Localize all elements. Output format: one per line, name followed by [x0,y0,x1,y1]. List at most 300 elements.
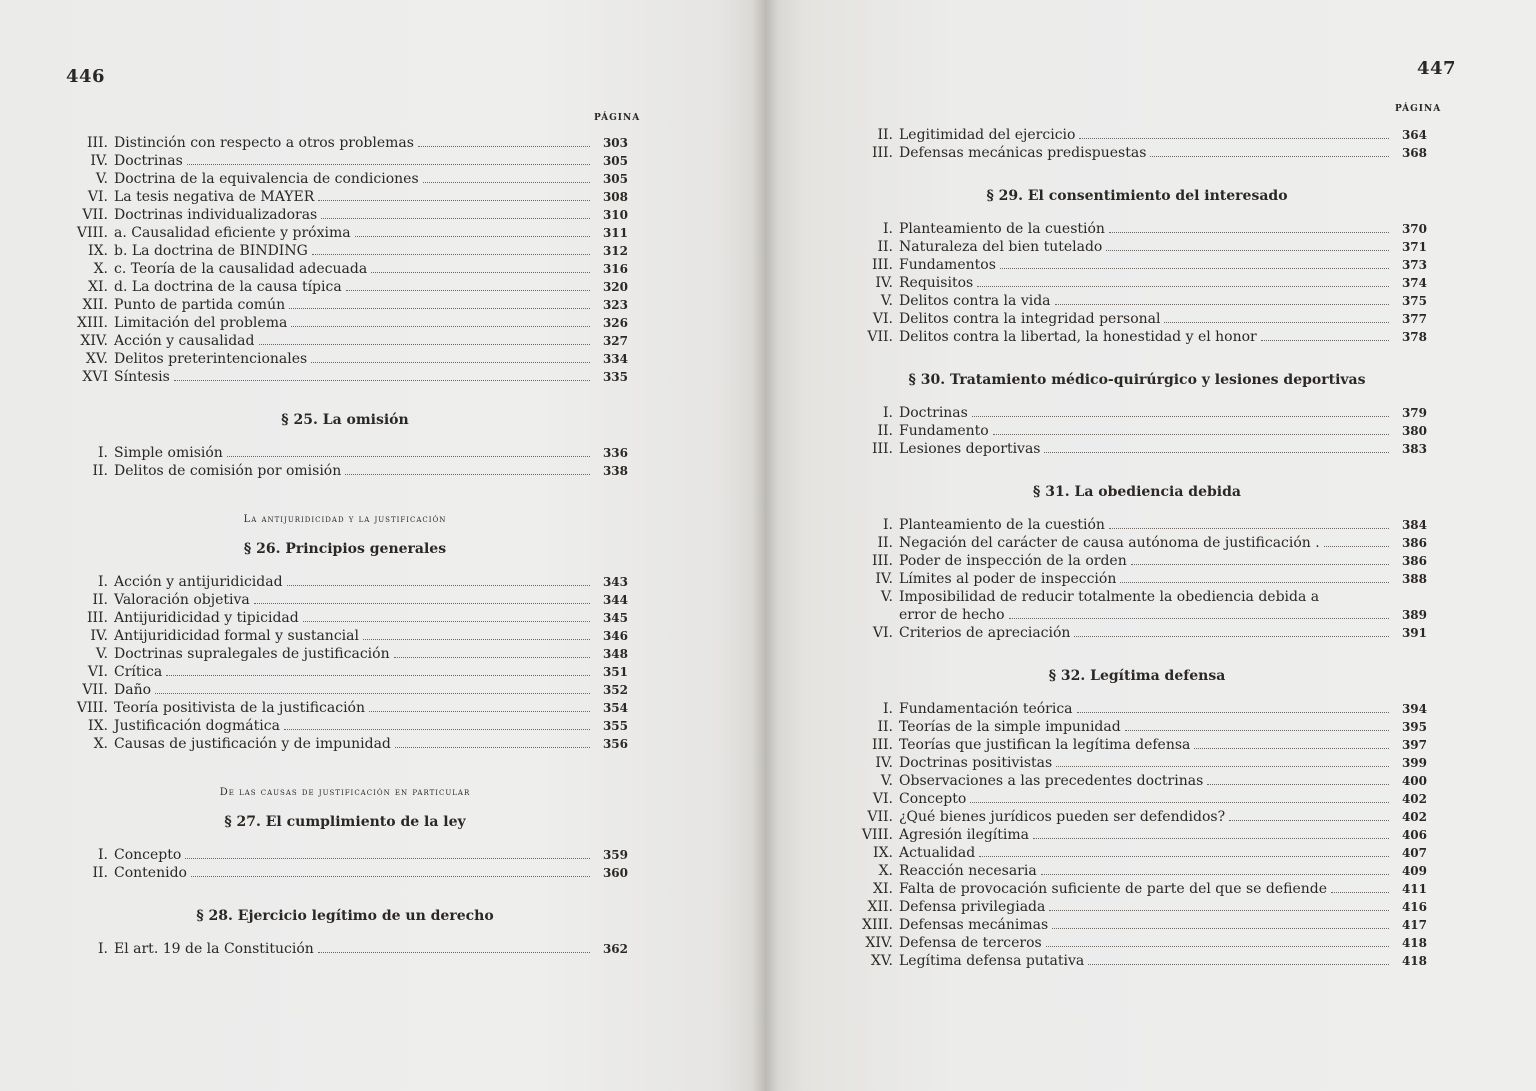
toc-entry [847,440,1427,458]
toc-entry [847,624,1427,642]
dot-leader [1049,910,1389,911]
entry-title: Límites al poder de inspección [899,571,1117,587]
toc-entry [62,152,628,170]
entry-title: Contenido [114,865,187,881]
entry-title: Limitación del problema [114,315,288,331]
entry-page-number: 362 [602,942,628,956]
entry-numeral: VII. [82,682,108,698]
dot-leader [1106,250,1389,251]
pagina-column-label: PÁGINA [594,113,641,123]
entry-numeral: XV. [85,351,108,367]
toc-column-left [62,134,628,958]
entry-numeral: IV. [90,153,108,169]
entry-title: Doctrinas [114,153,183,169]
entry-page-number: 359 [602,848,628,862]
entry-page-number: 389 [1401,608,1427,622]
entry-page-number: 310 [602,208,628,222]
entry-numeral: XVI [82,369,108,385]
entry-numeral: VIII. [76,700,108,716]
entry-page-number: 406 [1401,828,1427,842]
entry-page-number: 386 [1401,554,1427,568]
entry-title: ¿Qué bienes jurídicos pueden ser defendidos? [899,809,1226,825]
entry-page-number: 346 [602,629,628,643]
toc-entry [847,126,1427,144]
dot-leader [1052,928,1389,929]
entry-title: Legítima defensa putativa [899,953,1085,969]
entry-title: Criterios de apreciación [899,625,1071,641]
dot-leader [1120,582,1389,583]
toc-entry [847,310,1427,328]
entry-page-number: 303 [602,136,628,150]
entry-numeral: IV. [875,571,893,587]
section-heading: § 27. El cumplimiento de la ley [224,814,466,830]
entry-title: c. Teoría de la causalidad adecuada [114,261,368,277]
page-number: 446 [66,66,106,87]
toc-entry [847,328,1427,346]
toc-entry [847,606,1427,624]
toc-entry [847,534,1427,552]
entry-title: Defensa privilegiada [899,899,1046,915]
dot-leader [303,621,590,622]
section-heading: § 25. La omisión [281,412,409,428]
toc-entry [847,256,1427,274]
entry-title: d. La doctrina de la causa típica [114,279,342,295]
part-heading: La antijuridicidad y la justificación [243,514,447,525]
entry-page-number: 351 [602,665,628,679]
dot-leader [155,693,590,694]
page-number: 447 [1417,58,1457,79]
entry-numeral: II. [92,592,108,608]
entry-page-number: 312 [602,244,628,258]
entry-numeral: II. [92,463,108,479]
entry-title: La tesis negativa de MAYER [114,189,315,205]
entry-page-number: 386 [1401,536,1427,550]
pagina-column-label: PÁGINA [1395,104,1442,114]
toc-entry [62,260,628,278]
toc-entry [847,700,1427,718]
toc-entry [847,736,1427,754]
dot-leader [291,326,590,327]
entry-numeral: XIV. [865,935,893,951]
entry-numeral: VI. [872,625,893,641]
dot-leader [1041,874,1389,875]
dot-leader [1033,838,1389,839]
entry-numeral: XIII. [76,315,108,331]
entry-title: Distinción con respecto a otros problemas [114,135,414,151]
dot-leader [166,675,590,676]
toc-entry [62,699,628,717]
entry-title: b. La doctrina de BINDING [114,243,308,259]
entry-title: Causas de justificación y de impunidad [114,736,391,752]
toc-entry [62,462,628,480]
entry-title: Doctrina de la equivalencia de condiciones [114,171,419,187]
dot-leader [1074,636,1389,637]
entry-title: Delitos contra la libertad, la honestidad y el honor [899,329,1257,345]
entry-page-number: 400 [1401,774,1427,788]
entry-page-number: 360 [602,866,628,880]
entry-numeral: III. [871,257,893,273]
entry-page-number: 308 [602,190,628,204]
entry-page-number: 417 [1401,918,1427,932]
dot-leader [1109,528,1389,529]
entry-title: Acción y antijuridicidad [114,574,283,590]
left-page [0,0,765,1091]
toc-entry [847,552,1427,570]
entry-numeral: II. [877,535,893,551]
entry-numeral: I. [98,574,108,590]
dot-leader [1164,322,1389,323]
entry-numeral: II. [877,423,893,439]
entry-page-number: 378 [1401,330,1427,344]
dot-leader [1109,232,1389,233]
entry-title: Valoración objetiva [114,592,250,608]
entry-title: Doctrinas supralegales de justificación [114,646,390,662]
dot-leader [174,380,590,381]
entry-title: Fundamentación teórica [899,701,1073,717]
entry-title: Punto de partida común [114,297,286,313]
entry-page-number: 411 [1401,882,1427,896]
dot-leader [979,856,1389,857]
dot-leader [1056,766,1389,767]
dot-leader [371,272,590,273]
dot-leader [1088,964,1389,965]
entry-numeral: VI. [87,664,108,680]
entry-title: Daño [114,682,152,698]
dot-leader [355,236,590,237]
dot-leader [185,858,590,859]
entry-numeral: II. [92,865,108,881]
entry-page-number: 352 [602,683,628,697]
entry-numeral: II. [877,239,893,255]
toc-entry [847,238,1427,256]
toc-entry [847,826,1427,844]
section-heading: § 31. La obediencia debida [1033,484,1241,500]
dot-leader [1229,820,1389,821]
entry-numeral: I. [883,517,893,533]
entry-page-number: 305 [602,154,628,168]
dot-leader [423,182,590,183]
entry-title: Delitos contra la vida [899,293,1051,309]
entry-numeral: V. [880,589,893,605]
toc-entry [847,422,1427,440]
toc-entry [62,350,628,368]
entry-numeral: X. [93,261,108,277]
toc-entry [847,916,1427,934]
entry-title: Teoría positivista de la justificación [114,700,365,716]
toc-entry [847,952,1427,970]
entry-title: Poder de inspección de la orden [899,553,1127,569]
dot-leader [1055,304,1389,305]
entry-title: Requisitos [899,275,974,291]
dot-leader [254,603,590,604]
entry-title: Actualidad [899,845,976,861]
dot-leader [1125,730,1389,731]
toc-entry [62,591,628,609]
entry-numeral: IV. [875,755,893,771]
entry-title: Imposibilidad de reducir totalmente la obediencia debida a [899,589,1320,605]
entry-numeral: VII. [867,809,893,825]
dot-leader [1207,784,1389,785]
toc-entry [847,274,1427,292]
toc-entry [62,368,628,386]
entry-numeral: V. [95,646,108,662]
entry-page-number: 374 [1401,276,1427,290]
entry-title: Teorías que justifican la legítima defensa [899,737,1191,753]
entry-title: Legitimidad del ejercicio [899,127,1076,143]
entry-page-number: 373 [1401,258,1427,272]
dot-leader [1331,892,1389,893]
toc-entry [62,242,628,260]
entry-title: Defensa de terceros [899,935,1042,951]
entry-title: Negación del carácter de causa autónoma de justificación . [899,535,1320,551]
entry-page-number: 326 [602,316,628,330]
entry-numeral: VIII. [861,827,893,843]
entry-numeral: I. [98,445,108,461]
entry-numeral: VII. [82,207,108,223]
entry-numeral: X. [878,863,893,879]
entry-title: Acción y causalidad [114,333,255,349]
toc-entry [847,772,1427,790]
entry-numeral: XV. [870,953,893,969]
toc-entry [847,220,1427,238]
entry-title: Planteamiento de la cuestión [899,517,1105,533]
toc-entry [847,808,1427,826]
entry-numeral: III. [86,610,108,626]
entry-title: Antijuridicidad y tipicidad [114,610,299,626]
section-heading: § 32. Legítima defensa [1048,668,1226,684]
entry-page-number: 336 [602,446,628,460]
toc-entry [847,292,1427,310]
entry-page-number: 348 [602,647,628,661]
entry-title: Delitos de comisión por omisión [114,463,342,479]
dot-leader [1131,564,1389,565]
dot-leader [977,286,1389,287]
entry-numeral: IX. [88,243,108,259]
entry-page-number: 356 [602,737,628,751]
toc-column-right [847,126,1427,970]
entry-title: Concepto [899,791,967,807]
entry-numeral: XII. [82,297,108,313]
dot-leader [1194,748,1389,749]
entry-title: Observaciones a las precedentes doctrinas [899,773,1204,789]
dot-leader [970,802,1389,803]
entry-page-number: 305 [602,172,628,186]
entry-title: Fundamento [899,423,989,439]
entry-page-number: 344 [602,593,628,607]
entry-title: Doctrinas individualizadoras [114,207,318,223]
toc-entry [62,278,628,296]
entry-numeral: I. [98,941,108,957]
section-heading: § 26. Principios generales [243,541,447,557]
entry-title: Delitos contra la integridad personal [899,311,1161,327]
toc-entry [847,570,1427,588]
entry-page-number: 354 [602,701,628,715]
dot-leader [191,876,590,877]
toc-entry [847,844,1427,862]
entry-title: Concepto [114,847,182,863]
entry-page-number: 391 [1401,626,1427,640]
entry-title: El art. 19 de la Constitución [114,941,314,957]
entry-page-number: 418 [1401,936,1427,950]
entry-numeral: I. [883,405,893,421]
entry-numeral: XIV. [80,333,108,349]
entry-numeral: VI. [872,311,893,327]
entry-numeral: III. [871,553,893,569]
entry-numeral: II. [877,127,893,143]
entry-page-number: 323 [602,298,628,312]
dot-leader [1324,546,1389,547]
toc-entry [62,332,628,350]
entry-numeral: XII. [867,899,893,915]
entry-page-number: 409 [1401,864,1427,878]
entry-page-number: 402 [1401,810,1427,824]
toc-entry [847,516,1427,534]
dot-leader [187,164,590,165]
entry-page-number: 320 [602,280,628,294]
toc-entry [847,718,1427,736]
entry-page-number: 334 [602,352,628,366]
entry-page-number: 416 [1401,900,1427,914]
dot-leader [289,308,590,309]
toc-entry [62,609,628,627]
entry-numeral: I. [883,701,893,717]
toc-entry [62,681,628,699]
entry-numeral: III. [871,737,893,753]
entry-page-number: 311 [602,226,628,240]
entry-page-number: 345 [602,611,628,625]
entry-page-number: 355 [602,719,628,733]
entry-title: error de hecho [899,607,1005,623]
part-heading: De las causas de justificación en particular [219,787,471,798]
dot-leader [318,200,590,201]
entry-numeral: XI. [88,279,108,295]
dot-leader [1077,712,1389,713]
entry-numeral: V. [95,171,108,187]
entry-page-number: 316 [602,262,628,276]
entry-page-number: 383 [1401,442,1427,456]
section-heading: § 30. Tratamiento médico-quirúrgico y lesiones deportivas [908,372,1366,388]
dot-leader [1150,156,1389,157]
dot-leader [1046,946,1389,947]
toc-entry [62,717,628,735]
dot-leader [394,657,590,658]
entry-page-number: 375 [1401,294,1427,308]
entry-page-number: 368 [1401,146,1427,160]
entry-title: Lesiones deportivas [899,441,1041,457]
dot-leader [346,290,590,291]
toc-entry [62,170,628,188]
entry-title: Delitos preterintencionales [114,351,308,367]
entry-numeral: VI. [872,791,893,807]
dot-leader [363,639,590,640]
entry-page-number: 384 [1401,518,1427,532]
toc-entry [62,188,628,206]
toc-entry [62,864,628,882]
entry-title: Agresión ilegítima [899,827,1030,843]
entry-title: a. Causalidad eficiente y próxima [114,225,351,241]
dot-leader [284,729,590,730]
entry-page-number: 327 [602,334,628,348]
entry-title: Simple omisión [114,445,223,461]
entry-page-number: 338 [602,464,628,478]
entry-title: Teorías de la simple impunidad [899,719,1121,735]
entry-title: Reacción necesaria [899,863,1037,879]
entry-numeral: VII. [867,329,893,345]
entry-page-number: 395 [1401,720,1427,734]
section-heading: § 29. El consentimiento del interesado [986,188,1288,204]
entry-title: Planteamiento de la cuestión [899,221,1105,237]
dot-leader [1261,340,1389,341]
entry-page-number: 380 [1401,424,1427,438]
entry-title: Antijuridicidad formal y sustancial [114,628,359,644]
entry-title: Crítica [114,664,163,680]
toc-entry [62,940,628,958]
entry-page-number: 335 [602,370,628,384]
dot-leader [369,711,590,712]
toc-entry [62,735,628,753]
entry-numeral: VIII. [76,225,108,241]
entry-page-number: 397 [1401,738,1427,752]
entry-numeral: I. [883,221,893,237]
toc-entry [62,663,628,681]
entry-title: Fundamentos [899,257,996,273]
entry-page-number: 377 [1401,312,1427,326]
book-gutter [752,0,778,1091]
entry-title: Defensas mecánimas [899,917,1049,933]
entry-page-number: 394 [1401,702,1427,716]
toc-entry [62,627,628,645]
entry-numeral: IX. [873,845,893,861]
entry-numeral: IX. [88,718,108,734]
dot-leader [1044,452,1389,453]
entry-title: Doctrinas positivistas [899,755,1053,771]
entry-page-number: 371 [1401,240,1427,254]
dot-leader [993,434,1389,435]
entry-title: Falta de provocación suficiente de parte del que se defiende [899,881,1328,897]
entry-page-number: 343 [602,575,628,589]
entry-numeral: V. [880,293,893,309]
toc-entry [62,314,628,332]
entry-numeral: II. [877,719,893,735]
entry-page-number: 418 [1401,954,1427,968]
entry-page-number: 388 [1401,572,1427,586]
dot-leader [1009,618,1389,619]
toc-entry [847,880,1427,898]
right-page [765,0,1536,1091]
entry-numeral: VI. [87,189,108,205]
entry-numeral: III. [871,441,893,457]
entry-title: Doctrinas [899,405,968,421]
toc-entry [847,862,1427,880]
entry-numeral: IV. [90,628,108,644]
toc-entry [62,224,628,242]
toc-entry [847,144,1427,162]
dot-leader [972,416,1389,417]
toc-entry [62,206,628,224]
section-heading: § 28. Ejercicio legítimo de un derecho [196,908,494,924]
entry-numeral: I. [98,847,108,863]
entry-page-number: 379 [1401,406,1427,420]
toc-entry [847,588,1427,606]
entry-numeral: XIII. [861,917,893,933]
toc-entry [62,296,628,314]
toc-entry [62,134,628,152]
dot-leader [318,952,590,953]
toc-entry [847,898,1427,916]
entry-title: Naturaleza del bien tutelado [899,239,1103,255]
entry-numeral: X. [93,736,108,752]
toc-entry [62,645,628,663]
